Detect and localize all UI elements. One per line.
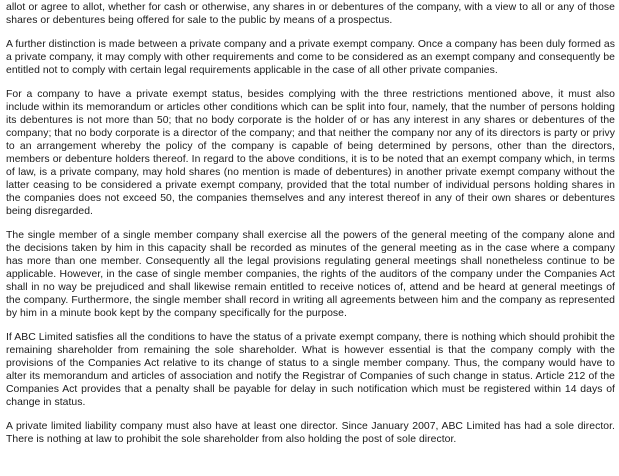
paragraph-2: A further distinction is made between a private company and a private exempt company. Once a company has been duly formed as a private company, it may comply with other requirements and come to be considered as an exempt company and consequently be entitled not to comply with certain legal requirements applicable in the case of all other private companies. [6,39,615,76]
paragraph-spacer [6,218,615,229]
paragraph-3: For a company to have a private exempt status, besides complying with the three restrictions mentioned above, it must also include within its memorandum or articles other conditions which can be split into four, namely, that the number of persons holding its debentures is not more than 50; that no body corporate is the holder of or has any interest in any shares or debentures of the company; that no body corporate is a director of the company; and that neither the company nor any of its directors is party or privy to an arrangement whereby the policy of the company is capable of being determined by persons, other than the directors, members or debenture holders thereof. In regard to the above conditions, it is to be noted that an exempt company which, in terms of law, is a private company, may hold shares (no mention is made of debentures) in another private exempt company without the latter ceasing to be considered a private exempt company, provided that the total number of individual persons holding shares in the companies does not exceed 50, the companies themselves and any interest thereof in any of their own shares or debentures being disregarded. [6,89,615,217]
paragraph-5: If ABC Limited satisfies all the conditions to have the status of a private exempt company, there is nothing which should prohibit the remaining shareholder from remaining the sole shareholder. What is however essential is that the company comply with the provisions of the Companies Act relative to its change of status to a single member company. Thus, the company would have to alter its memorandum and articles of association and notify the Registrar of Companies of such change in status. Article 212 of the Companies Act provides that a penalty shall be payable for delay in such notification which must be registered within 14 days of change in status. [6,332,615,408]
paragraph-6: A private limited liability company must also have at least one director. Since January 2007, ABC Limited has had a sole director. There is nothing at law to prohibit the sole shareholder from also holding the post of sole director. [6,421,615,445]
paragraph-spacer [6,77,615,88]
paragraph-spacer [6,320,615,331]
paragraph-spacer [6,27,615,38]
document-page [0,1,619,476]
paragraph-1: allot or agree to allot, whether for cash or otherwise, any shares in or debentures of the company, with a view to all or any of those shares or debentures being offered for sale to the public by means of a prospectus. [6,2,615,26]
paragraph-4: The single member of a single member company shall exercise all the powers of the general meeting of the company alone and the decisions taken by him in this capacity shall be recorded as minutes of the general meeting as in the case where a company has more than one member. Consequently all the legal provisions regulating general meetings shall nonetheless continue to be applicable. However, in the case of single member companies, the rights of the auditors of the company under the Companies Act shall in no way be prejudiced and shall likewise remain entitled to receive notices of, attend and be heard at general meetings of the company. Furthermore, the single member shall record in writing all agreements between him and the company as represented by him in a minute book kept by the company specifically for the purpose. [6,230,615,319]
paragraph-spacer [6,409,615,420]
